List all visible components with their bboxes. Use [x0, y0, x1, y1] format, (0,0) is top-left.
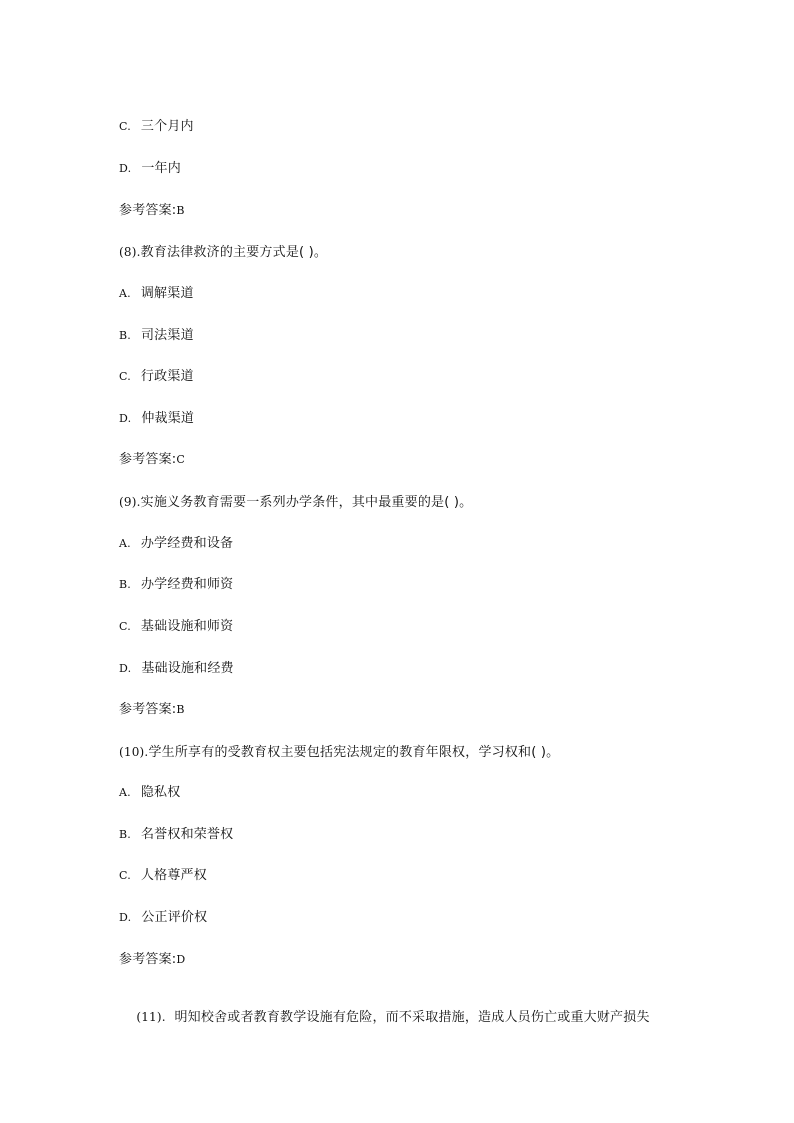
answer-value: C — [176, 453, 186, 466]
option-letter: A. — [119, 537, 131, 550]
reference-answer — [119, 452, 185, 468]
option-text: 调解渠道 — [140, 286, 194, 301]
question-8 — [119, 244, 327, 261]
option-text: 名誉权和荣誉权 — [140, 827, 234, 842]
option-d — [119, 161, 181, 177]
option-d — [119, 910, 207, 926]
option-text: 仲裁渠道 — [141, 411, 195, 426]
option-b — [119, 328, 194, 344]
option-c — [119, 369, 194, 385]
question-text: 明知校舍或者教育教学设施有危险，而不采取措施，造成人员伤亡或重大财产损失 — [165, 1010, 650, 1025]
reference-answer — [119, 702, 185, 718]
option-c — [119, 868, 207, 884]
option-letter: B. — [119, 828, 131, 841]
question-10 — [119, 744, 559, 761]
question-number: (11). — [136, 1010, 166, 1024]
answer-label: 参考答案: — [119, 203, 177, 218]
option-text: 办学经费和师资 — [140, 577, 234, 592]
question-text: 学生所享有的受教育权主要包括宪法规定的教育年限权，学习权和( )。 — [148, 745, 560, 760]
question-number: (10). — [119, 745, 149, 759]
question-11 — [119, 993, 650, 1042]
option-text: 隐私权 — [140, 785, 181, 800]
answer-value: B — [176, 703, 185, 716]
question-text: 教育法律救济的主要方式是( )。 — [140, 245, 328, 260]
option-b — [119, 577, 233, 593]
option-letter: D. — [119, 911, 132, 924]
option-letter: A. — [119, 287, 131, 300]
reference-answer — [119, 952, 185, 968]
option-c — [119, 119, 194, 135]
question-text: 实施义务教育需要一系列办学条件，其中最重要的是( )。 — [140, 495, 473, 510]
option-text: 行政渠道 — [140, 369, 194, 384]
option-d — [119, 411, 194, 427]
option-text: 一年内 — [141, 161, 181, 176]
option-letter: C. — [119, 869, 131, 882]
option-text: 司法渠道 — [140, 328, 194, 343]
option-a — [119, 286, 194, 302]
option-text: 基础设施和师资 — [140, 619, 234, 634]
option-text: 公正评价权 — [141, 910, 208, 925]
option-letter: C. — [119, 620, 131, 633]
answer-label: 参考答案: — [119, 452, 177, 467]
answer-value: B — [176, 204, 185, 217]
option-text: 三个月内 — [140, 119, 194, 134]
option-letter: C. — [119, 370, 131, 383]
option-letter: A. — [119, 786, 131, 799]
answer-label: 参考答案: — [119, 952, 177, 967]
question-9 — [119, 494, 472, 511]
reference-answer — [119, 203, 185, 219]
answer-label: 参考答案: — [119, 702, 177, 717]
option-letter: D. — [119, 162, 132, 175]
option-c — [119, 619, 233, 635]
option-text: 人格尊严权 — [140, 868, 207, 883]
option-letter: D. — [119, 662, 132, 675]
option-letter: C. — [119, 120, 131, 133]
answer-value: D — [176, 953, 186, 966]
option-text: 基础设施和经费 — [141, 661, 234, 676]
option-a — [119, 536, 233, 552]
option-letter: B. — [119, 578, 131, 591]
option-b — [119, 827, 233, 843]
question-number: (8). — [119, 245, 141, 259]
question-number: (9). — [119, 495, 141, 509]
option-letter: D. — [119, 412, 132, 425]
option-d — [119, 661, 234, 677]
option-text: 办学经费和设备 — [140, 536, 234, 551]
option-letter: B. — [119, 329, 131, 342]
option-a — [119, 785, 180, 801]
